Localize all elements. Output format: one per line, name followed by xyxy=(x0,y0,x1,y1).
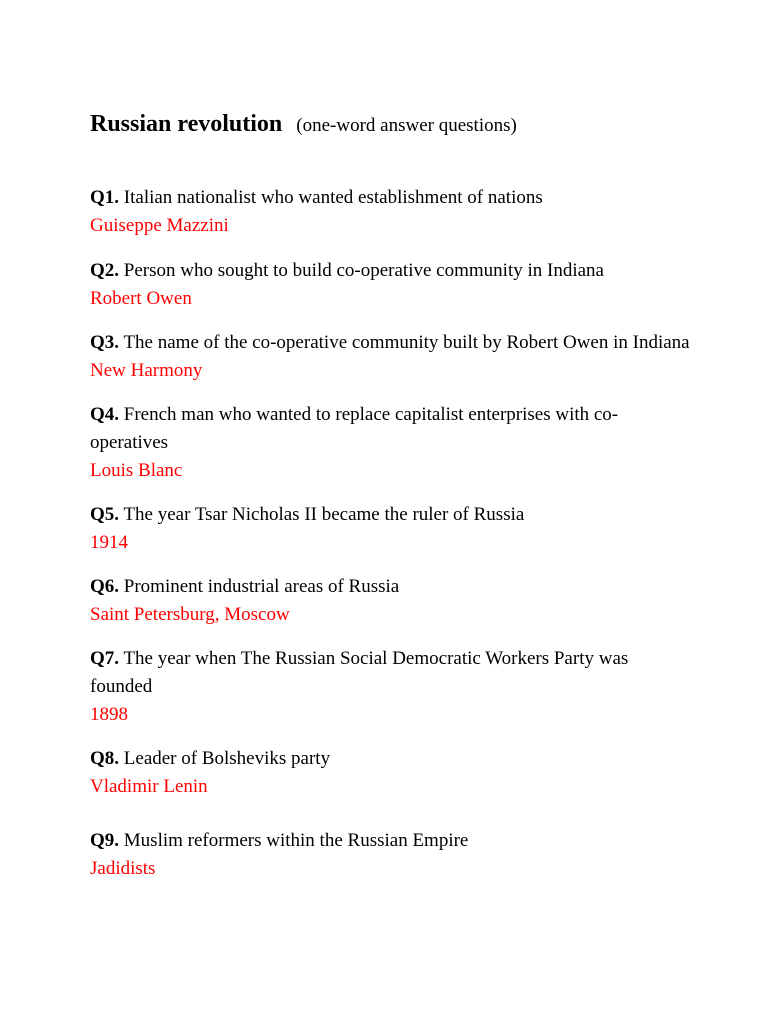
question-number: Q1. xyxy=(90,187,120,208)
question-text xyxy=(90,329,690,357)
answer-text: Saint Petersburg, Moscow xyxy=(90,604,290,625)
answer-text: Vladimir Lenin xyxy=(90,776,208,797)
question-body: The year Tsar Nicholas II became the ruler of Russia xyxy=(123,504,525,525)
question-text xyxy=(90,257,690,285)
answer-text: 1898 xyxy=(90,704,128,725)
answer-text: Robert Owen xyxy=(90,288,192,309)
question-body: Italian nationalist who wanted establishment of nations xyxy=(123,187,543,208)
question-number: Q5. xyxy=(90,504,120,525)
question-text xyxy=(90,645,690,701)
qa-item-2 xyxy=(90,257,690,313)
answer-text: Louis Blanc xyxy=(90,460,183,481)
question-text xyxy=(90,184,690,212)
question-number: Q2. xyxy=(90,260,120,281)
question-number: Q3. xyxy=(90,332,120,353)
qa-item-8 xyxy=(90,745,690,801)
qa-item-6 xyxy=(90,573,690,629)
answer-text: New Harmony xyxy=(90,360,203,381)
page-title: Russian revolution xyxy=(90,111,283,137)
question-number: Q4. xyxy=(90,404,120,425)
qa-item-5 xyxy=(90,501,690,557)
question-number: Q7. xyxy=(90,648,120,669)
question-text xyxy=(90,501,690,529)
qa-item-9 xyxy=(90,827,690,883)
question-text xyxy=(90,745,690,773)
answer-text: 1914 xyxy=(90,532,128,553)
question-text xyxy=(90,573,690,601)
qa-item-3 xyxy=(90,329,690,385)
qa-item-7 xyxy=(90,645,690,729)
question-body: The year when The Russian Social Democratic Workers Party was founded xyxy=(90,648,629,697)
question-body: Person who sought to build co-operative community in Indiana xyxy=(123,260,604,281)
question-text xyxy=(90,401,690,457)
question-body: The name of the co-operative community built by Robert Owen in Indiana xyxy=(123,332,690,353)
question-text xyxy=(90,827,690,855)
question-number: Q9. xyxy=(90,830,120,851)
question-body: Prominent industrial areas of Russia xyxy=(123,576,400,597)
question-number: Q6. xyxy=(90,576,120,597)
qa-item-1 xyxy=(90,184,690,240)
question-body: French man who wanted to replace capitalist enterprises with co-operatives xyxy=(90,404,619,453)
title-row xyxy=(90,108,690,142)
page-subtitle: (one-word answer questions) xyxy=(296,115,517,136)
answer-text: Guiseppe Mazzini xyxy=(90,215,229,236)
question-number: Q8. xyxy=(90,748,120,769)
qa-item-4 xyxy=(90,401,690,485)
question-body: Leader of Bolsheviks party xyxy=(123,748,331,769)
document-page xyxy=(90,108,690,883)
answer-text: Jadidists xyxy=(90,858,156,879)
question-body: Muslim reformers within the Russian Empire xyxy=(123,830,469,851)
